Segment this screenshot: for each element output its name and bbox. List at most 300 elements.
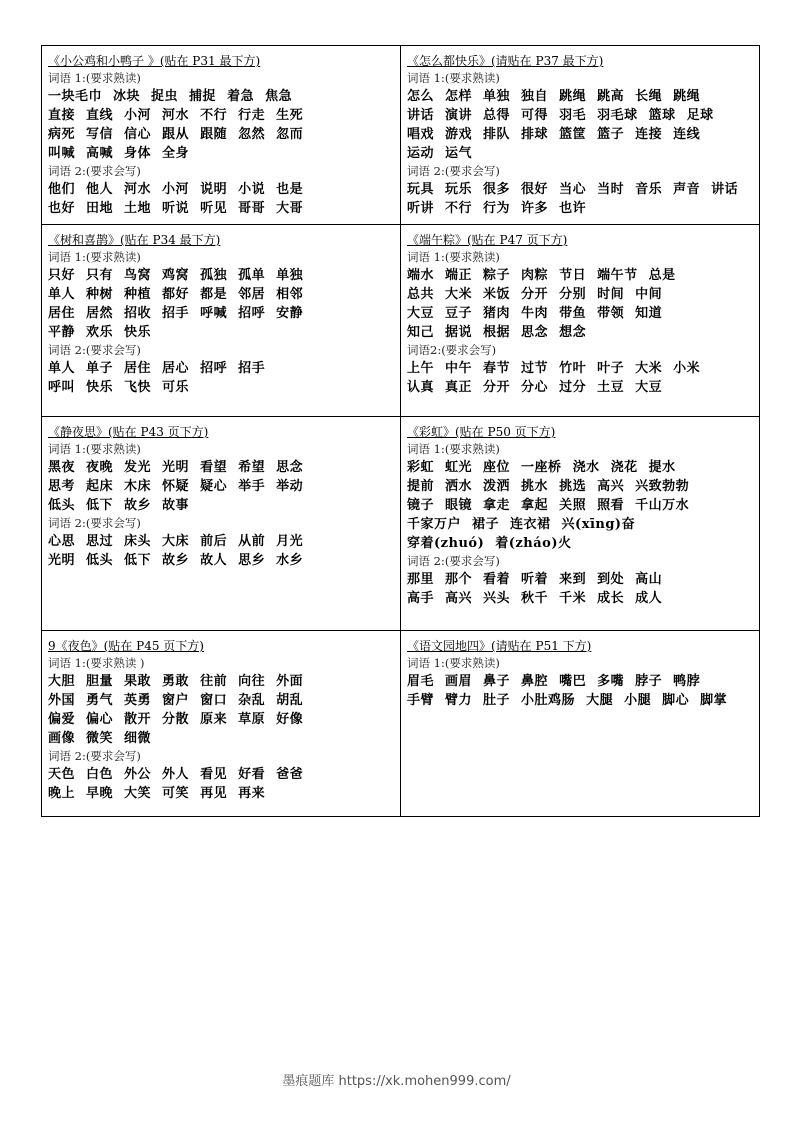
vocab-word: 听讲 — [407, 201, 435, 216]
word-line — [407, 125, 753, 144]
vocab-word: 居然 — [86, 306, 114, 321]
vocab-word: 身体 — [124, 146, 152, 161]
vocab-word: 月光 — [276, 534, 304, 549]
vocab-word: 过分 — [559, 380, 587, 395]
vocab-word: 只好 — [48, 268, 76, 283]
vocab-word: 大笑 — [124, 786, 152, 801]
vocab-word: 浇水 — [572, 460, 600, 475]
word-line — [48, 477, 394, 496]
vocab-word: 胆量 — [86, 674, 114, 689]
vocab-word: 那里 — [407, 572, 435, 587]
vocab-word: 大豆 — [407, 306, 435, 321]
write-label: 词语 2:(要求会写) — [48, 516, 141, 530]
vocab-word: 行为 — [483, 201, 511, 216]
lesson-title: 《语文园地四》(请贴在 P51 下方) — [407, 639, 592, 653]
vocabulary-table — [41, 45, 760, 817]
vocab-word: 中午 — [445, 361, 473, 376]
word-line — [48, 496, 394, 515]
vocab-word: 嘴巴 — [559, 674, 587, 689]
vocab-word: 豆子 — [445, 306, 473, 321]
vocab-word: 浇花 — [610, 460, 638, 475]
vocab-word: 直接 — [48, 108, 76, 123]
word-line — [48, 765, 394, 784]
vocab-word: 全身 — [162, 146, 190, 161]
vocab-word: 大腿 — [586, 693, 614, 708]
vocab-word: 大哥 — [276, 201, 304, 216]
vocab-word: 也是 — [276, 182, 304, 197]
vocab-word: 连衣裙 — [510, 517, 551, 532]
vocab-word: 手臂 — [407, 693, 435, 708]
vocab-word: 焦急 — [265, 89, 293, 104]
vocab-word: 爸爸 — [276, 767, 304, 782]
vocab-word: 运气 — [445, 146, 473, 161]
vocab-word: 土豆 — [597, 380, 625, 395]
lesson-title: 《怎么都快乐》(请贴在 P37 最下方) — [407, 54, 604, 68]
vocab-word: 种树 — [86, 287, 114, 302]
word-line — [407, 199, 753, 218]
vocab-word: 勇敢 — [162, 674, 190, 689]
vocab-word: 跳高 — [597, 89, 625, 104]
vocab-word: 思念 — [276, 460, 304, 475]
vocab-word: 跳绳 — [559, 89, 587, 104]
vocab-word: 运动 — [407, 146, 435, 161]
vocab-word: 草原 — [238, 712, 266, 727]
vocab-word: 小肚鸡肠 — [521, 693, 576, 708]
read-words — [48, 87, 394, 163]
write-words — [48, 532, 394, 570]
word-line — [407, 106, 753, 125]
write-label: 词语 2:(要求会写) — [407, 164, 500, 178]
vocab-word: 胡乱 — [276, 693, 304, 708]
word-line — [407, 477, 753, 496]
vocab-word: 可笑 — [162, 786, 190, 801]
read-label: 词语 1:(要求熟读) — [407, 71, 500, 85]
vocab-word: 玩具 — [407, 182, 435, 197]
word-line — [407, 285, 753, 304]
write-label: 词语 2:(要求会写) — [48, 749, 141, 763]
vocab-word: 千山万水 — [635, 498, 690, 513]
vocab-word: 外公 — [124, 767, 152, 782]
read-label: 词语 1:(要求熟读) — [48, 442, 141, 456]
word-line — [407, 266, 753, 285]
vocab-word: 也好 — [48, 201, 76, 216]
vocab-word: 微笑 — [86, 731, 114, 746]
vocab-word: 夜晚 — [86, 460, 114, 475]
vocab-word: 镜子 — [407, 498, 435, 513]
lesson-title: 《静夜思》(贴在 P43 页下方) — [48, 425, 209, 439]
vocab-word: 眉毛 — [407, 674, 435, 689]
vocab-word: 大米 — [445, 287, 473, 302]
word-line — [48, 672, 394, 691]
word-line — [48, 784, 394, 803]
vocab-word: 带鱼 — [559, 306, 587, 321]
vocab-word: 猪肉 — [483, 306, 511, 321]
vocab-word: 原来 — [200, 712, 228, 727]
word-line — [407, 672, 753, 691]
write-label: 词语 2:(要求会写) — [48, 343, 141, 357]
lesson-cell — [401, 631, 760, 817]
vocab-word: 兴头 — [483, 591, 511, 606]
vocab-word: 玩乐 — [445, 182, 473, 197]
vocab-word: 虹光 — [445, 460, 473, 475]
vocab-word: 单人 — [48, 287, 76, 302]
vocab-word: 高喊 — [86, 146, 114, 161]
vocab-word: 可乐 — [162, 380, 190, 395]
vocab-word: 他们 — [48, 182, 76, 197]
vocab-word: 排球 — [521, 127, 549, 142]
vocab-word: 白色 — [86, 767, 114, 782]
vocab-word: 疑心 — [200, 479, 228, 494]
vocab-word: 脚掌 — [700, 693, 728, 708]
vocab-word: 千家万户 — [407, 517, 462, 532]
vocab-word: 兴(xīng)奋 — [561, 517, 636, 532]
vocab-word: 招呼 — [238, 306, 266, 321]
vocab-word: 认真 — [407, 380, 435, 395]
vocab-word: 端午节 — [597, 268, 638, 283]
vocab-word: 冰块 — [113, 89, 141, 104]
vocab-word: 秋千 — [521, 591, 549, 606]
vocab-word: 着急 — [227, 89, 255, 104]
vocab-word: 彩虹 — [407, 460, 435, 475]
vocab-word: 知道 — [635, 306, 663, 321]
vocab-word: 大床 — [162, 534, 190, 549]
word-line — [407, 691, 753, 710]
word-line — [407, 359, 753, 378]
word-line — [48, 359, 394, 378]
vocab-word: 关照 — [559, 498, 587, 513]
vocab-word: 不行 — [445, 201, 473, 216]
vocab-word: 总共 — [407, 287, 435, 302]
vocab-word: 往前 — [200, 674, 228, 689]
vocab-word: 窗口 — [200, 693, 228, 708]
vocab-word: 高手 — [407, 591, 435, 606]
vocab-word: 小说 — [238, 182, 266, 197]
vocab-word: 羽毛球 — [597, 108, 638, 123]
vocab-word: 篮球 — [648, 108, 676, 123]
vocab-word: 田地 — [86, 201, 114, 216]
vocab-word: 信心 — [124, 127, 152, 142]
vocab-word: 安静 — [276, 306, 304, 321]
vocab-word: 举手 — [238, 479, 266, 494]
vocab-word: 臂力 — [445, 693, 473, 708]
vocab-word: 穿着(zhuó) — [407, 536, 485, 551]
vocab-word: 总是 — [648, 268, 676, 283]
vocab-word: 节日 — [559, 268, 587, 283]
lesson-cell — [401, 417, 760, 631]
word-line — [48, 729, 394, 748]
vocab-word: 偏心 — [86, 712, 114, 727]
vocab-word: 不行 — [200, 108, 228, 123]
vocab-word: 捉虫 — [151, 89, 179, 104]
vocab-word: 只有 — [86, 268, 114, 283]
vocab-word: 座位 — [483, 460, 511, 475]
vocab-word: 故事 — [162, 498, 190, 513]
word-line — [48, 125, 394, 144]
vocab-word: 拿起 — [521, 498, 549, 513]
vocab-word: 当心 — [559, 182, 587, 197]
vocab-word: 提水 — [648, 460, 676, 475]
vocab-word: 再见 — [200, 786, 228, 801]
vocab-word: 小河 — [162, 182, 190, 197]
vocab-word: 讲话 — [711, 182, 739, 197]
vocab-word: 一块毛巾 — [48, 89, 103, 104]
vocab-word: 跳绳 — [673, 89, 701, 104]
vocab-word: 肉粽 — [521, 268, 549, 283]
vocab-word: 裙子 — [472, 517, 500, 532]
vocab-word: 怎么 — [407, 89, 435, 104]
word-line — [48, 691, 394, 710]
vocab-word: 分开 — [521, 287, 549, 302]
vocab-word: 举动 — [276, 479, 304, 494]
vocab-word: 多嘴 — [597, 674, 625, 689]
vocab-word: 画像 — [48, 731, 76, 746]
write-label: 词语2:(要求会写) — [407, 343, 497, 357]
read-words — [407, 266, 753, 342]
vocab-word: 鸡窝 — [162, 268, 190, 283]
word-line — [48, 285, 394, 304]
vocab-word: 孤独 — [200, 268, 228, 283]
vocab-word: 演讲 — [445, 108, 473, 123]
word-line — [48, 378, 394, 397]
vocab-word: 细微 — [124, 731, 152, 746]
vocab-word: 想念 — [559, 325, 587, 340]
write-words — [407, 180, 753, 218]
vocab-word: 叶子 — [597, 361, 625, 376]
vocab-word: 外国 — [48, 693, 76, 708]
write-words — [48, 180, 394, 218]
vocab-word: 看着 — [483, 572, 511, 587]
vocab-word: 心思 — [48, 534, 76, 549]
vocab-word: 河水 — [124, 182, 152, 197]
vocab-word: 讲话 — [407, 108, 435, 123]
vocab-word: 带领 — [597, 306, 625, 321]
read-words — [407, 458, 753, 553]
write-words — [48, 765, 394, 803]
vocab-word: 单人 — [48, 361, 76, 376]
vocab-word: 光明 — [162, 460, 190, 475]
vocab-word: 跟随 — [200, 127, 228, 142]
vocab-word: 向往 — [238, 674, 266, 689]
vocab-word: 看望 — [200, 460, 228, 475]
vocab-word: 思乡 — [238, 553, 266, 568]
read-label: 词语 1:(要求熟读) — [48, 250, 141, 264]
vocab-word: 照看 — [597, 498, 625, 513]
vocab-word: 招呼 — [200, 361, 228, 376]
word-line — [407, 570, 753, 589]
word-line — [407, 496, 753, 515]
write-label: 词语 2:(要求会写) — [407, 554, 500, 568]
vocab-word: 到处 — [597, 572, 625, 587]
vocab-word: 篮子 — [597, 127, 625, 142]
vocab-word: 许多 — [521, 201, 549, 216]
vocab-word: 听说 — [162, 201, 190, 216]
lesson-cell — [42, 225, 401, 417]
vocab-word: 都是 — [200, 287, 228, 302]
word-line — [407, 180, 753, 199]
vocab-word: 天色 — [48, 767, 76, 782]
read-label: 词语 1:(要求熟读) — [48, 71, 141, 85]
vocab-word: 中间 — [635, 287, 663, 302]
word-line — [48, 710, 394, 729]
vocab-word: 长绳 — [635, 89, 663, 104]
vocab-word: 拿走 — [483, 498, 511, 513]
vocab-word: 挑选 — [559, 479, 587, 494]
vocab-word: 早晚 — [86, 786, 114, 801]
vocab-word: 小腿 — [624, 693, 652, 708]
vocab-word: 大米 — [635, 361, 663, 376]
word-line — [48, 532, 394, 551]
vocab-word: 好像 — [276, 712, 304, 727]
word-line — [48, 551, 394, 570]
vocab-word: 分开 — [483, 380, 511, 395]
read-words — [407, 672, 753, 710]
word-line — [48, 323, 394, 342]
vocab-word: 起床 — [86, 479, 114, 494]
vocab-word: 可得 — [521, 108, 549, 123]
lesson-title: 《树和喜鹊》(贴在 P34 最下方) — [48, 233, 221, 247]
vocab-word: 好看 — [238, 767, 266, 782]
vocab-word: 大胆 — [48, 674, 76, 689]
vocab-word: 单子 — [86, 361, 114, 376]
vocab-word: 发光 — [124, 460, 152, 475]
vocab-word: 散开 — [124, 712, 152, 727]
vocab-word: 竹叶 — [559, 361, 587, 376]
vocab-word: 脚心 — [662, 693, 690, 708]
vocab-word: 总得 — [483, 108, 511, 123]
vocab-word: 故乡 — [124, 498, 152, 513]
vocab-word: 写信 — [86, 127, 114, 142]
vocab-word: 招手 — [238, 361, 266, 376]
vocab-word: 成长 — [597, 591, 625, 606]
vocab-word: 呼叫 — [48, 380, 76, 395]
vocab-word: 篮筐 — [559, 127, 587, 142]
vocab-word: 春节 — [483, 361, 511, 376]
vocab-word: 怀疑 — [162, 479, 190, 494]
vocab-word: 唱戏 — [407, 127, 435, 142]
vocab-word: 小米 — [673, 361, 701, 376]
lesson-cell — [42, 417, 401, 631]
read-label: 词语 1:(要求熟读) — [407, 250, 500, 264]
lesson-title: 《小公鸡和小鸭子 》(贴在 P31 最下方) — [48, 54, 261, 68]
vocab-word: 水乡 — [276, 553, 304, 568]
read-label: 词语 1:(要求熟读) — [407, 656, 500, 670]
word-line — [407, 589, 753, 608]
vocab-word: 欢乐 — [86, 325, 114, 340]
word-line — [407, 534, 753, 553]
vocab-word: 羽毛 — [559, 108, 587, 123]
vocab-word: 平静 — [48, 325, 76, 340]
vocab-word: 大豆 — [635, 380, 663, 395]
vocab-word: 低头 — [86, 553, 114, 568]
word-line — [407, 323, 753, 342]
vocab-word: 思过 — [86, 534, 114, 549]
vocab-word: 果敢 — [124, 674, 152, 689]
vocab-word: 飞快 — [124, 380, 152, 395]
vocab-word: 当时 — [597, 182, 625, 197]
vocab-word: 那个 — [445, 572, 473, 587]
vocab-word: 排队 — [483, 127, 511, 142]
vocab-word: 行走 — [238, 108, 266, 123]
lesson-cell — [42, 46, 401, 225]
vocab-word: 挑水 — [521, 479, 549, 494]
lesson-title: 《端午粽》(贴在 P47 页下方) — [407, 233, 568, 247]
vocab-word: 低头 — [48, 498, 76, 513]
write-words — [48, 359, 394, 397]
vocab-word: 从前 — [238, 534, 266, 549]
vocab-word: 偏爱 — [48, 712, 76, 727]
vocab-word: 孤单 — [238, 268, 266, 283]
vocab-word: 生死 — [276, 108, 304, 123]
vocab-word: 低下 — [124, 553, 152, 568]
vocab-word: 跟从 — [162, 127, 190, 142]
vocab-word: 希望 — [238, 460, 266, 475]
vocab-word: 时间 — [597, 287, 625, 302]
vocab-word: 小河 — [124, 108, 152, 123]
vocab-word: 居住 — [48, 306, 76, 321]
vocab-word: 前后 — [200, 534, 228, 549]
vocab-word: 招手 — [162, 306, 190, 321]
vocab-word: 居住 — [124, 361, 152, 376]
read-words — [407, 87, 753, 163]
vocab-word: 洒水 — [445, 479, 473, 494]
write-label: 词语 2:(要求会写) — [48, 164, 141, 178]
word-line — [407, 304, 753, 323]
vocab-word: 音乐 — [635, 182, 663, 197]
read-label: 词语 1:(要求熟读) — [407, 442, 500, 456]
vocab-word: 河水 — [162, 108, 190, 123]
vocab-word: 外人 — [162, 767, 190, 782]
vocab-word: 连接 — [635, 127, 663, 142]
vocab-word: 思考 — [48, 479, 76, 494]
vocab-word: 独自 — [521, 89, 549, 104]
vocab-word: 牛肉 — [521, 306, 549, 321]
vocab-word: 土地 — [124, 201, 152, 216]
read-label: 词语 1:(要求熟读 ) — [48, 656, 145, 670]
vocab-word: 提前 — [407, 479, 435, 494]
vocab-word: 鼻子 — [483, 674, 511, 689]
vocab-word: 晚上 — [48, 786, 76, 801]
word-line — [48, 304, 394, 323]
vocab-word: 故乡 — [162, 553, 190, 568]
word-line — [407, 458, 753, 477]
vocab-word: 忽而 — [276, 127, 304, 142]
vocab-word: 上午 — [407, 361, 435, 376]
vocab-word: 杂乱 — [238, 693, 266, 708]
vocab-word: 连线 — [673, 127, 701, 142]
vocab-word: 叫喊 — [48, 146, 76, 161]
vocab-word: 端水 — [407, 268, 435, 283]
vocab-word: 很多 — [483, 182, 511, 197]
vocab-word: 单独 — [276, 268, 304, 283]
vocab-word: 快乐 — [124, 325, 152, 340]
vocab-word: 鸭脖 — [673, 674, 701, 689]
vocab-word: 低下 — [86, 498, 114, 513]
read-words — [48, 458, 394, 515]
word-line — [48, 266, 394, 285]
vocab-word: 听见 — [200, 201, 228, 216]
vocab-word: 根据 — [483, 325, 511, 340]
vocab-word: 端正 — [445, 268, 473, 283]
vocab-word: 高兴 — [597, 479, 625, 494]
vocab-word: 招收 — [124, 306, 152, 321]
vocab-word: 也许 — [559, 201, 587, 216]
vocab-word: 游戏 — [445, 127, 473, 142]
write-words — [407, 359, 753, 397]
vocab-word: 很好 — [521, 182, 549, 197]
vocab-word: 再来 — [238, 786, 266, 801]
vocab-word: 快乐 — [86, 380, 114, 395]
lesson-title: 9《夜色》(贴在 P45 页下方) — [48, 639, 204, 653]
